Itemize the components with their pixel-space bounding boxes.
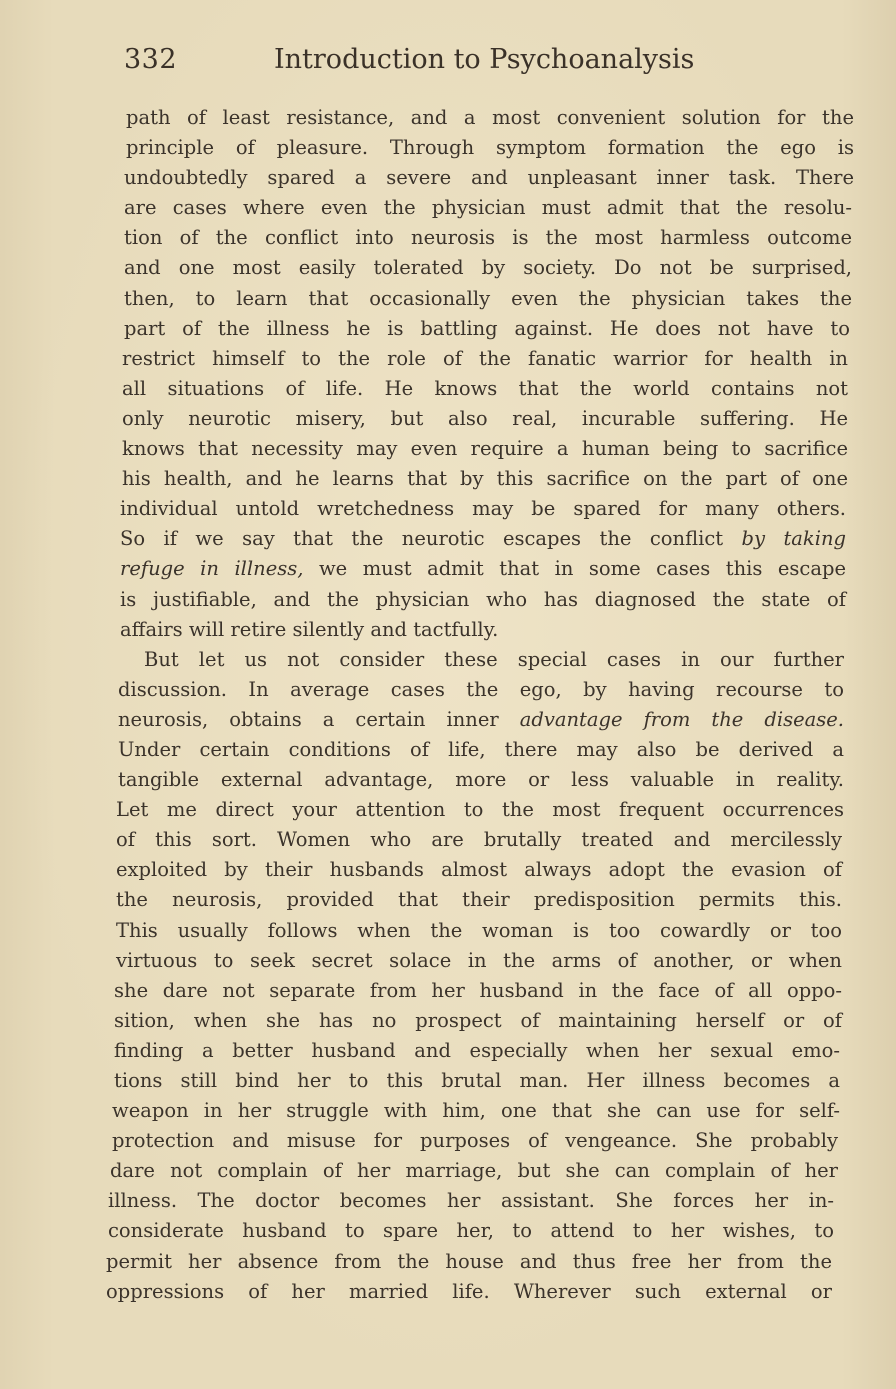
- text-line: [112, 1126, 838, 1156]
- line-text: we must admit that in some cases this escape: [303, 557, 846, 581]
- line-text: knows that necessity may even require a human being to sacrifice: [122, 437, 848, 461]
- line-text: individual untold wretchedness may be spared for many others.: [120, 497, 846, 521]
- line-text: restrict himself to the role of the fanatic warrior for health in: [122, 346, 848, 370]
- line-text: finding a better husband and especially when her sexual emo-: [114, 1038, 840, 1062]
- line-text: are cases where even the physician must admit that the resolu-: [124, 196, 852, 220]
- line-text: neurosis, obtains a certain inner: [118, 707, 520, 731]
- line-text: and one most easily tolerated by society. Do not be surprised,: [124, 256, 852, 280]
- line-text: then, to learn that occasionally even the physician takes the: [124, 286, 852, 310]
- text-line: [118, 705, 844, 735]
- text-line: [116, 825, 842, 855]
- body-text: [104, 103, 854, 1307]
- line-text: oppressions of her married life. Wherever such external or: [106, 1279, 832, 1303]
- line-text: tion of the conflict into neurosis is the most harmless outcome: [124, 226, 852, 250]
- line-text: dare not complain of her marriage, but she can complain of her: [110, 1159, 838, 1183]
- text-line: [118, 765, 844, 795]
- line-text: This usually follows when the woman is too cowardly or too: [116, 918, 842, 942]
- line-text: she dare not separate from her husband in the face of all oppo-: [114, 978, 842, 1002]
- line-text: permit her absence from the house and thus free her from the: [106, 1249, 832, 1273]
- text-line: [120, 524, 846, 554]
- line-text: protection and misuse for purposes of vengeance. She probably: [112, 1129, 838, 1153]
- line-text: only neurotic misery, but also real, incurable suffering. He: [122, 406, 848, 430]
- text-line: [116, 916, 842, 946]
- emphasis-text: by taking: [741, 527, 846, 551]
- line-text: all situations of life. He knows that the world contains not: [122, 376, 848, 400]
- line-text: weapon in her struggle with him, one that she can use for self-: [112, 1099, 840, 1123]
- text-line: [122, 404, 848, 434]
- text-line: [116, 795, 844, 825]
- line-text: considerate husband to spare her, to attend to her wishes, to: [108, 1219, 834, 1243]
- text-line: [116, 946, 842, 976]
- text-line: [124, 193, 852, 223]
- text-line: [108, 1186, 834, 1216]
- page-header: [124, 44, 724, 84]
- text-line: [124, 223, 852, 253]
- text-line: [120, 554, 846, 584]
- text-line: [122, 434, 848, 464]
- line-text: part of the illness he is battling against. He does not have to: [124, 316, 850, 340]
- text-line: [126, 133, 854, 163]
- line-text: is justifiable, and the physician who has diagnosed the state of: [120, 587, 846, 611]
- text-line: [114, 1006, 842, 1036]
- text-line: [114, 1066, 840, 1096]
- text-line: [122, 464, 848, 494]
- line-text: tions still bind her to this brutal man. Her illness becomes a: [114, 1069, 840, 1092]
- text-line: [116, 855, 842, 885]
- line-text: Under certain conditions of life, there may also be derived a: [118, 737, 844, 761]
- text-line: [116, 885, 842, 915]
- line-text: sition, when she has no prospect of maintaining herself or of: [114, 1008, 842, 1032]
- line-text: his health, and he learns that by this sacrifice on the part of one: [122, 467, 848, 491]
- text-line: [114, 976, 842, 1006]
- line-text: the neurosis, provided that their predisposition permits this.: [116, 888, 842, 912]
- text-line: [124, 163, 854, 193]
- line-text: of this sort. Women who are brutally treated and mercilessly: [116, 828, 842, 852]
- text-line: [118, 675, 844, 705]
- line-text: undoubtedly spared a severe and unpleasant inner task. There: [124, 166, 854, 190]
- text-line: [106, 1247, 832, 1277]
- line-text: Let me direct your attention to the most frequent occurrences: [116, 798, 844, 822]
- page-number: 332: [124, 44, 178, 75]
- text-line: [124, 253, 852, 283]
- text-line: [108, 1216, 834, 1246]
- running-title: Introduction to Psychoanalysis: [274, 44, 695, 75]
- text-line: [124, 284, 852, 314]
- line-text: tangible external advantage, more or less valuable in reality.: [118, 768, 844, 792]
- line-text: illness. The doctor becomes her assistant. She forces her in-: [108, 1189, 834, 1213]
- text-line: [114, 1036, 840, 1066]
- line-text: virtuous to seek secret solace in the arms of another, or when: [116, 948, 842, 972]
- line-text: exploited by their husbands almost always adopt the evasion of: [116, 858, 842, 882]
- text-line: [110, 1156, 838, 1186]
- text-line: [120, 585, 846, 615]
- text-line: [112, 1096, 840, 1126]
- text-line: [124, 314, 850, 344]
- line-text: But let us not consider these special cases in our further: [144, 647, 844, 671]
- emphasis-text: refuge in illness,: [120, 557, 304, 581]
- text-line: [126, 103, 854, 133]
- text-line: [144, 645, 844, 675]
- text-line: [122, 344, 848, 374]
- line-text: principle of pleasure. Through symptom formation the ego is: [126, 136, 854, 160]
- line-text: So if we say that the neurotic escapes the conflict: [120, 527, 742, 551]
- emphasis-text: advantage from the disease.: [519, 707, 845, 731]
- text-line: [120, 615, 540, 645]
- text-line: [118, 735, 844, 765]
- line-text: discussion. In average cases the ego, by having recourse to: [118, 677, 844, 701]
- line-text: affairs will retire silently and tactfully.: [120, 617, 499, 641]
- text-line: [120, 494, 846, 524]
- text-line: [122, 374, 848, 404]
- text-line: [106, 1277, 832, 1307]
- line-text: path of least resistance, and a most convenient solution for the: [126, 106, 854, 129]
